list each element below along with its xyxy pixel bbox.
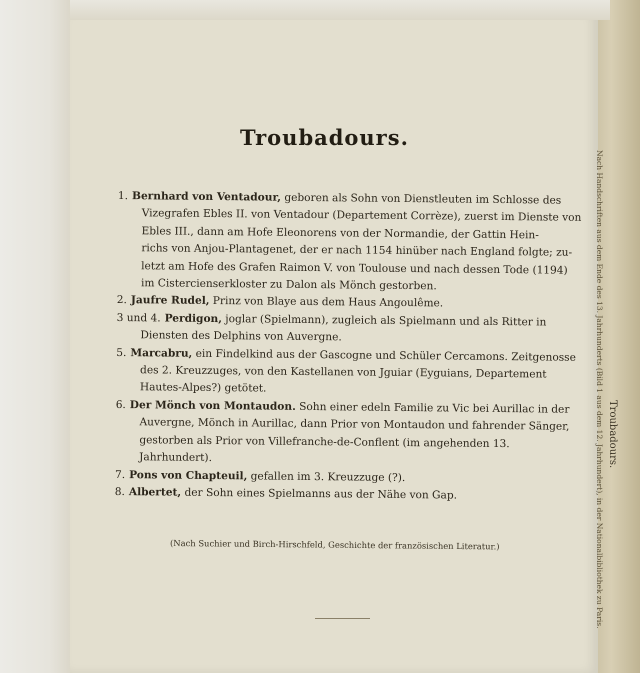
entry-text: richs von Anjou-Plantagenet, der er nach 1154 hinüber nach England folgte; zu- (141, 242, 573, 259)
entry-name: Albertet, (128, 486, 182, 499)
list-item (115, 397, 584, 472)
entry-number: 1. (117, 189, 129, 203)
page-title: Troubadours. (240, 125, 409, 150)
entry-text: Prinz von Blaye aus dem Haus Angoulême. (212, 295, 444, 310)
entry-number: 8. (114, 485, 125, 498)
entry-number: 5. (116, 346, 127, 359)
entry-text: ein Findelkind aus der Gascogne und Schüler Cercamons. Zeitgenosse (195, 347, 577, 364)
list-item (117, 188, 586, 297)
scan-background-left (0, 0, 70, 673)
entry-number: 7. (114, 468, 126, 481)
entry-number: 3 und 4. (116, 311, 161, 325)
entry-text: im Cistercienserkloster zu Dalon als Mönch gestorben. (140, 277, 437, 293)
entry-name: Bernhard von Ventadour, (131, 190, 282, 204)
sidebar-heading: Troubadours. (607, 400, 618, 469)
sidebar-note: Nach Handschriften aus dem Ende des 13. Jahrhunderts (Bild 1 aus dem 12. Jahrhundert), in der Nationalbibliothek zu Paris. (595, 150, 604, 629)
entry-text: des 2. Kreuzzuges, von den Kastellanen von Jguiar (Eyguians, Departement (140, 364, 547, 381)
entry-text: Hautes-Alpes?) getötet. (139, 381, 267, 396)
entry-number: 6. (115, 398, 126, 411)
entry-number: 2. (116, 294, 127, 307)
entry-name: Marcabru, (130, 346, 193, 360)
entry-text: Diensten des Delphins von Auvergne. (140, 329, 342, 344)
list-item (116, 310, 584, 350)
entry-text: gefallen im 3. Kreuzzuge (?). (250, 469, 406, 484)
divider (315, 618, 370, 619)
entry-text: gestorben als Prior von Villefranche-de-Conflent (im angehenden 13. Jahrhundert). (139, 433, 510, 465)
scan-background-top (70, 0, 610, 20)
entry-name: Jaufre Rudel, (130, 294, 210, 308)
list-item (116, 345, 585, 402)
troubadour-list (115, 188, 586, 506)
entry-name: Pons von Chapteuil, (129, 468, 248, 482)
entry-text: letzt am Hofe des Grafen Raimon V. von Toulouse und nach dessen Tode (1194) (141, 259, 568, 277)
entry-text: Sohn einer edeln Familie zu Vic bei Aurillac in der (299, 400, 570, 416)
entry-text: Auvergne, Mönch in Aurillac, dann Prior von Montaudon und fahrender Sänger, (139, 416, 570, 434)
entry-text: joglar (Spielmann), zugleich als Spielmann und als Ritter in (225, 312, 547, 329)
entry-name: Der Mönch von Montaudon. (129, 399, 296, 413)
entry-name: Perdigon, (164, 312, 223, 325)
entry-text: Ebles III., dann am Hofe Eleonorens von der Normandie, der Gattin Hein- (141, 225, 539, 242)
entry-text: geboren als Sohn von Dienstleuten im Schlosse des (284, 191, 562, 207)
entry-text: der Sohn eines Spielmanns aus der Nähe von Gap. (184, 486, 458, 502)
source-citation: (Nach Suchier und Birch-Hirschfeld, Geschichte der französischen Literatur.) (169, 538, 500, 552)
entry-text: Vizegrafen Ebles II. von Ventadour (Departement Corrèze), zuerst im Dienste von (141, 207, 582, 225)
